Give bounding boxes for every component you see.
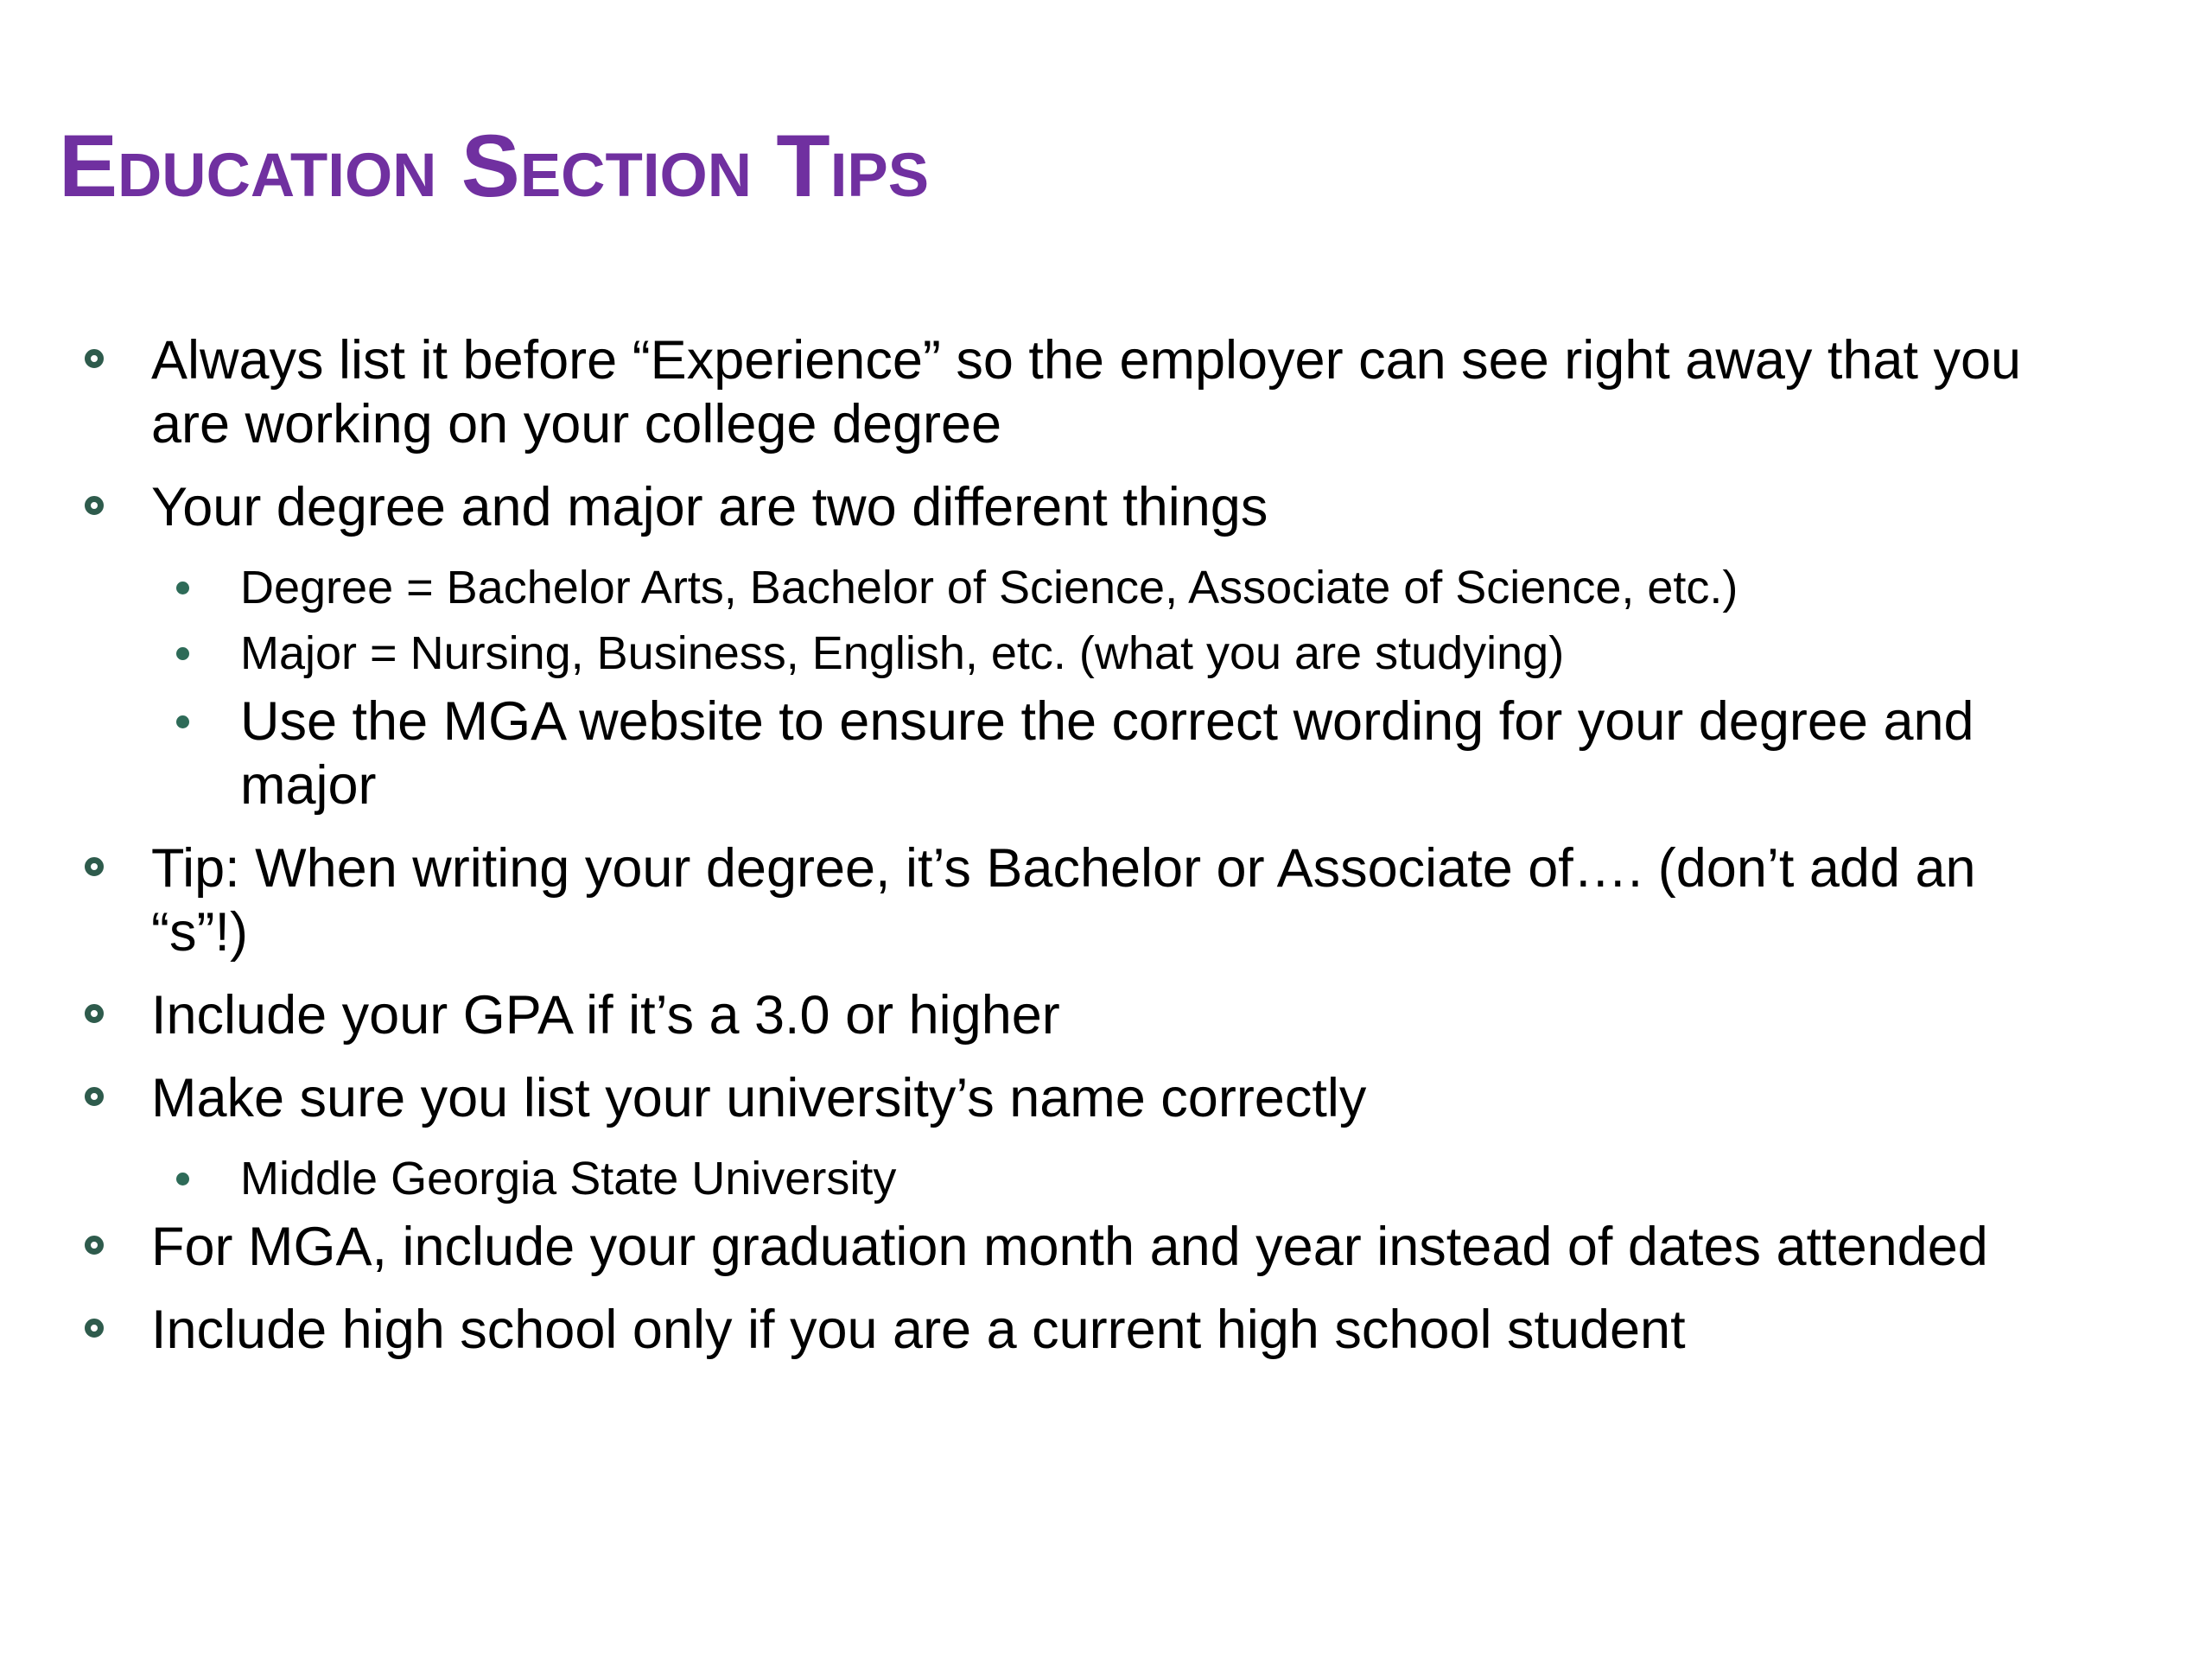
- sub-list-item: [0, 624, 2098, 683]
- filled-dot-bullet-icon: [176, 582, 189, 594]
- filled-dot-bullet-icon: [176, 1173, 189, 1185]
- sub-list-item-text: Major = Nursing, Business, English, etc. (what you are studying): [240, 627, 1565, 679]
- hollow-circle-bullet-icon: [85, 349, 104, 368]
- list-item: [0, 1215, 2078, 1279]
- hollow-circle-bullet-icon: [85, 1236, 104, 1255]
- list-item-text: For MGA, include your graduation month and year instead of dates attended: [151, 1217, 1988, 1277]
- sub-list-item-text: Middle Georgia State University: [240, 1153, 897, 1205]
- sub-list-item: [0, 690, 2098, 817]
- list-item: [0, 328, 2078, 456]
- list-item-text: Your degree and major are two different things: [151, 477, 1268, 537]
- list-item-text: Include your GPA if it’s a 3.0 or higher: [151, 985, 1060, 1046]
- filled-dot-bullet-icon: [176, 647, 189, 660]
- hollow-circle-bullet-icon: [85, 1087, 104, 1106]
- sub-list-item: [0, 1149, 2098, 1208]
- list-item: [0, 836, 2078, 964]
- filled-dot-bullet-icon: [176, 715, 189, 728]
- bullet-list: [0, 328, 2212, 1381]
- list-item-text: Tip: When writing your degree, it’s Bachelor or Associate of…. (don’t add an “s”!): [151, 838, 1976, 963]
- list-item: [0, 475, 2078, 539]
- list-item-text: Include high school only if you are a current high school student: [151, 1300, 1686, 1360]
- list-item: [0, 1066, 2078, 1130]
- hollow-circle-bullet-icon: [85, 496, 104, 515]
- hollow-circle-bullet-icon: [85, 1004, 104, 1023]
- hollow-circle-bullet-icon: [85, 1319, 104, 1338]
- list-item: [0, 1298, 2078, 1362]
- list-item-text: Always list it before “Experience” so the employer can see right away that you are working on your college degree: [151, 330, 2022, 454]
- sub-list-item-text: Degree = Bachelor Arts, Bachelor of Science, Associate of Science, etc.): [240, 562, 1738, 613]
- sub-list-item-text: Use the MGA website to ensure the correct wording for your degree and major: [240, 691, 1974, 816]
- list-item-text: Make sure you list your university’s name correctly: [151, 1068, 1367, 1128]
- hollow-circle-bullet-icon: [85, 857, 104, 876]
- sub-list-item: [0, 558, 2098, 617]
- list-item: [0, 983, 2078, 1047]
- slide-title: Education Section Tips: [59, 117, 930, 215]
